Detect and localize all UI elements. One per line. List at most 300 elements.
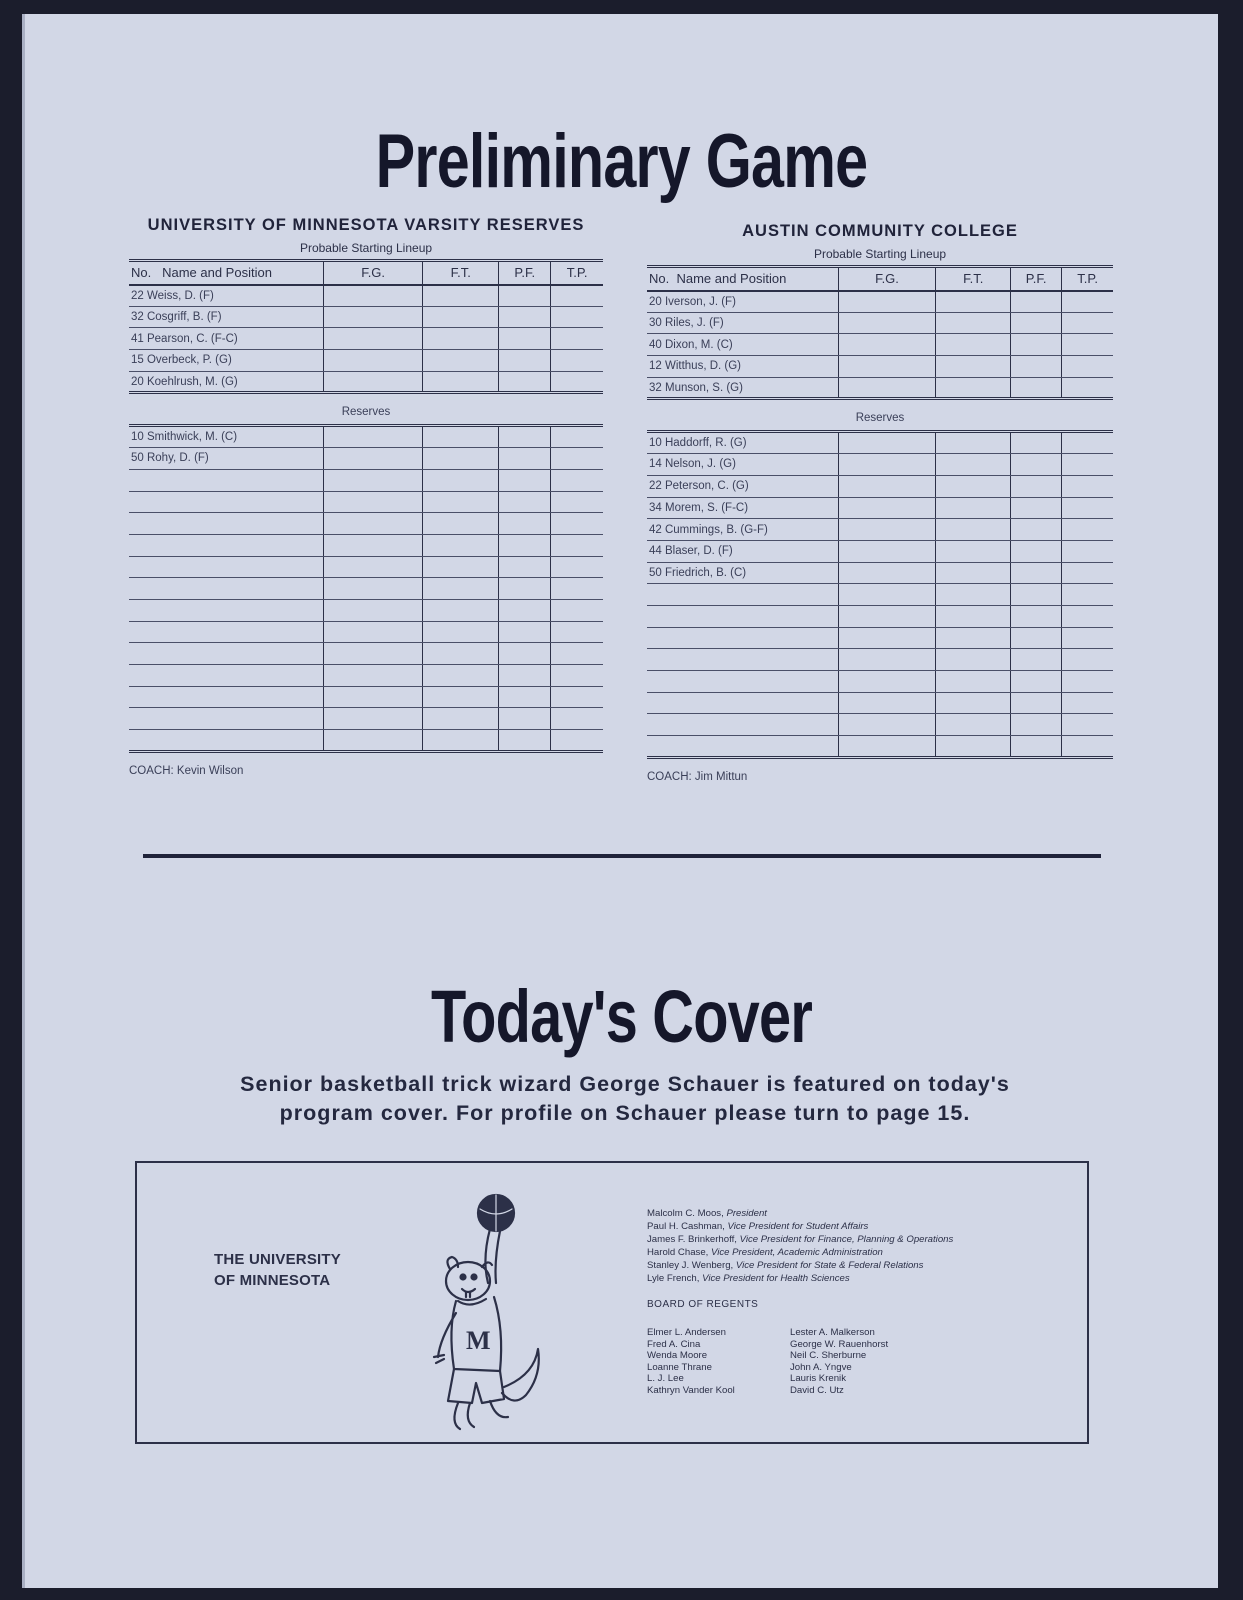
player-name: 20 Koehlrush, M. (G) [129,371,323,393]
stat-cell-ft [423,426,499,448]
player-name: 32 Munson, S. (G) [647,377,838,399]
stat-cell-fg [838,692,936,714]
player-name [647,627,838,649]
officer-name: Lyle French, [647,1273,700,1284]
table-row [647,584,1113,606]
table-row [647,692,1113,714]
officer-entry [647,1259,953,1272]
stat-cell-tp [551,513,603,535]
stat-cell-ft [423,350,499,372]
stat-cell-ft [423,534,499,556]
officer-name: Paul H. Cashman, [647,1221,725,1232]
stat-cell-fg [323,469,423,491]
stat-cell-pf [1010,540,1061,562]
stat-cell-fg [323,686,423,708]
stat-cell-ft [423,730,499,752]
table-row [129,285,603,307]
stat-cell-pf [499,371,551,393]
stat-cell-fg [323,328,423,350]
officer-name: Stanley J. Wenberg, [647,1260,734,1271]
away-lineup-subtitle: Probable Starting Lineup [813,247,947,261]
player-name [129,665,323,687]
officer-role: Vice President for Finance, Planning & Operations [739,1234,954,1245]
table-row [647,334,1113,356]
stat-cell-fg [838,356,936,378]
stat-cell-ft [936,497,1011,519]
player-name: 10 Smithwick, M. (C) [129,426,323,448]
stat-cell-tp [1062,291,1113,313]
player-name: 10 Haddorff, R. (G) [647,432,838,454]
player-name [129,686,323,708]
officer-entry [647,1233,953,1246]
table-row [129,469,603,491]
officer-name: James F. Brinkerhoff, [647,1234,737,1245]
stat-cell-fg [323,448,423,470]
stat-cell-ft [423,686,499,708]
stat-cell-tp [1062,605,1113,627]
regent-name: John A. Yngve [790,1361,852,1373]
column-header-tp: T.P. [1062,267,1113,291]
table-row [647,454,1113,476]
stat-cell-pf [1010,584,1061,606]
table-row [129,534,603,556]
officer-role: Vice President for Student Affairs [727,1221,869,1232]
regent-name: Fred A. Cina [647,1338,701,1350]
stat-cell-fg [838,454,936,476]
player-name [129,621,323,643]
regent-name: Wenda Moore [647,1350,708,1362]
stat-cell-ft [936,312,1011,334]
board-of-regents-title: BOARD OF REGENTS [647,1299,759,1310]
stat-cell-ft [936,605,1011,627]
table-row [129,599,603,621]
stat-cell-fg [838,312,936,334]
player-name [129,556,323,578]
away-team-section [647,222,1113,783]
player-name: 32 Cosgriff, B. (F) [129,306,323,328]
stat-cell-tp [551,534,603,556]
stat-cell-ft [423,448,499,470]
table-row [129,306,603,328]
stat-cell-fg [323,534,423,556]
stat-cell-fg [838,540,936,562]
stat-cell-fg [323,491,423,513]
stat-cell-ft [936,584,1011,606]
stat-cell-fg [323,708,423,730]
stat-cell-tp [1062,312,1113,334]
stat-cell-tp [1062,562,1113,584]
stat-cell-ft [936,475,1011,497]
stat-cell-ft [423,665,499,687]
stat-cell-fg [323,665,423,687]
stat-cell-tp [1062,497,1113,519]
stat-cell-tp [551,371,603,393]
player-name [647,736,838,758]
stat-cell-pf [1010,692,1061,714]
university-officers [647,1207,953,1285]
stat-cell-fg [838,334,936,356]
stat-cell-pf [1010,312,1061,334]
stat-cell-fg [323,643,423,665]
stat-cell-pf [499,643,551,665]
stat-cell-fg [323,730,423,752]
table-row [129,643,603,665]
university-name [214,1249,341,1291]
table-row [647,312,1113,334]
university-name-line2: OF MINNESOTA [214,1272,331,1289]
stat-cell-fg [323,285,423,307]
stat-cell-tp [1062,334,1113,356]
stat-cell-pf [1010,627,1061,649]
player-name [129,730,323,752]
stat-cell-ft [936,377,1011,399]
stat-cell-fg [838,377,936,399]
section-divider [143,854,1101,858]
preliminary-game-heading: Preliminary Game [375,119,868,204]
stat-cell-tp [551,686,603,708]
player-name: 41 Pearson, C. (F-C) [129,328,323,350]
home-team-title: UNIVERSITY OF MINNESOTA VARSITY RESERVES [147,216,585,234]
column-header-pf: P.F. [499,261,551,285]
stat-cell-fg [838,291,936,313]
home-lineup-subtitle: Probable Starting Lineup [299,241,433,255]
stat-cell-pf [1010,334,1061,356]
table-row [129,491,603,513]
stat-cell-tp [551,556,603,578]
stat-cell-fg [838,736,936,758]
stat-cell-ft [936,432,1011,454]
stat-cell-pf [499,513,551,535]
stat-cell-fg [838,671,936,693]
stat-cell-tp [551,599,603,621]
stat-cell-tp [551,578,603,600]
regent-name: Elmer L. Andersen [647,1327,726,1338]
stat-cell-fg [323,621,423,643]
stat-cell-pf [499,730,551,752]
player-name [129,469,323,491]
officer-role: Vice President, Academic Administration [711,1247,883,1258]
column-header-ft: F.T. [423,261,499,285]
player-name: 12 Witthus, D. (G) [647,356,838,378]
stat-cell-tp [1062,714,1113,736]
away-coach: COACH: Jim Mittun [647,770,748,783]
stat-cell-tp [551,469,603,491]
stat-cell-pf [1010,377,1061,399]
stat-cell-tp [551,328,603,350]
stat-cell-ft [936,714,1011,736]
table-row [647,377,1113,399]
stat-cell-fg [838,475,936,497]
stat-cell-ft [423,556,499,578]
table-row [129,686,603,708]
stat-cell-pf [1010,714,1061,736]
officer-entry [647,1272,953,1285]
stat-cell-ft [936,627,1011,649]
table-row [129,578,603,600]
officer-entry [647,1207,953,1220]
regent-name: Lauris Krenik [790,1373,846,1385]
table-row [647,562,1113,584]
stat-cell-pf [499,306,551,328]
table-row [647,671,1113,693]
table-row [647,432,1113,454]
stat-cell-fg [323,556,423,578]
regents-column-1 [647,1327,735,1397]
stat-cell-fg [323,578,423,600]
player-name: 44 Blaser, D. (F) [647,540,838,562]
home-reserves-table [129,424,603,752]
stat-cell-tp [551,285,603,307]
regent-name: George W. Rauenhorst [790,1338,889,1350]
regent-name: Loanne Thrane [647,1361,712,1373]
stat-cell-ft [936,334,1011,356]
player-name: 42 Cummings, B. (G-F) [647,519,838,541]
player-name: 14 Nelson, J. (G) [647,454,838,476]
table-row [647,627,1113,649]
stat-cell-pf [499,534,551,556]
stat-cell-pf [499,448,551,470]
stat-cell-tp [1062,627,1113,649]
stat-cell-pf [499,469,551,491]
officer-role: Vice President for State & Federal Relations [735,1260,924,1271]
officer-entry [647,1246,953,1259]
stat-cell-ft [936,692,1011,714]
stat-cell-tp [551,708,603,730]
table-row [129,371,603,393]
regent-name: Lester A. Malkerson [790,1327,875,1338]
stat-cell-ft [423,708,499,730]
stat-cell-ft [936,736,1011,758]
player-name [129,708,323,730]
home-team-section [129,216,603,777]
stat-cell-pf [499,708,551,730]
stat-cell-ft [936,671,1011,693]
stat-cell-fg [838,497,936,519]
cover-description-line1: Senior basketball trick wizard George Schauer is featured on today's [240,1072,1010,1096]
player-name [129,513,323,535]
stat-cell-tp [551,491,603,513]
table-row [647,649,1113,671]
home-starters-table [129,259,603,394]
regents-column-2 [790,1327,888,1397]
stat-cell-pf [499,578,551,600]
player-name: 50 Friedrich, B. (C) [647,562,838,584]
table-row [129,665,603,687]
table-row [647,714,1113,736]
regent-name: Kathryn Vander Kool [647,1384,735,1396]
column-header-pf: P.F. [1010,267,1061,291]
player-name: 22 Peterson, C. (G) [647,475,838,497]
table-row [647,736,1113,758]
stat-cell-ft [936,291,1011,313]
stat-cell-ft [423,643,499,665]
gopher-mascot-icon [430,1179,560,1434]
stat-cell-fg [838,519,936,541]
stat-cell-pf [499,665,551,687]
stat-cell-ft [423,491,499,513]
stat-cell-ft [423,285,499,307]
stat-cell-pf [1010,671,1061,693]
stat-cell-ft [936,649,1011,671]
stat-cell-tp [1062,692,1113,714]
stat-cell-fg [838,627,936,649]
stat-cell-pf [1010,649,1061,671]
player-name [129,643,323,665]
stat-cell-fg [838,714,936,736]
player-name: 40 Dixon, M. (C) [647,334,838,356]
university-info-box [135,1161,1089,1444]
stat-cell-tp [1062,649,1113,671]
player-name [647,649,838,671]
table-row [129,621,603,643]
officer-name: Harold Chase, [647,1247,709,1258]
column-header-tp: T.P. [551,261,603,285]
officer-name: Malcolm C. Moos, [647,1208,724,1219]
stat-cell-fg [323,599,423,621]
player-name: 30 Riles, J. (F) [647,312,838,334]
stat-cell-tp [551,350,603,372]
player-name [129,599,323,621]
table-row [129,730,603,752]
stat-cell-fg [323,306,423,328]
player-name [129,491,323,513]
stat-cell-tp [1062,519,1113,541]
cover-description [145,1070,1105,1128]
table-row [647,356,1113,378]
stat-cell-ft [423,599,499,621]
stat-cell-pf [499,426,551,448]
table-row [647,475,1113,497]
stat-cell-tp [1062,584,1113,606]
university-name-line1: THE UNIVERSITY [214,1251,341,1268]
player-name [129,534,323,556]
stat-cell-pf [1010,497,1061,519]
column-header-ft: F.T. [936,267,1011,291]
player-name: 20 Iverson, J. (F) [647,291,838,313]
stat-cell-fg [838,432,936,454]
stat-cell-fg [838,562,936,584]
stat-cell-pf [499,328,551,350]
stat-cell-tp [1062,454,1113,476]
player-name [647,605,838,627]
stat-cell-tp [551,643,603,665]
stat-cell-fg [323,350,423,372]
stat-cell-pf [1010,432,1061,454]
stat-cell-fg [838,649,936,671]
away-team-title: AUSTIN COMMUNITY COLLEGE [742,222,1018,240]
officer-role: President [726,1208,767,1219]
stat-cell-pf [1010,291,1061,313]
table-row [129,328,603,350]
stat-cell-tp [551,730,603,752]
player-name [647,714,838,736]
officer-entry [647,1220,953,1233]
player-name [647,671,838,693]
stat-cell-tp [1062,475,1113,497]
regent-name: L. J. Lee [647,1373,684,1385]
stat-cell-pf [499,621,551,643]
table-row [129,513,603,535]
table-row [129,708,603,730]
home-coach: COACH: Kevin Wilson [129,764,244,777]
table-row [647,291,1113,313]
stat-cell-ft [936,454,1011,476]
mascot-jersey-letter: M [466,1326,491,1355]
stat-cell-ft [423,328,499,350]
todays-cover-heading: Today's Cover [430,975,813,1058]
player-name: 50 Rohy, D. (F) [129,448,323,470]
stat-cell-ft [423,306,499,328]
stat-cell-pf [499,686,551,708]
player-name: 34 Morem, S. (F-C) [647,497,838,519]
stat-cell-fg [323,371,423,393]
home-reserves-label: Reserves [341,406,391,419]
stat-cell-fg [323,513,423,535]
officer-role: Vice President for Health Sciences [702,1273,850,1284]
stat-cell-tp [551,426,603,448]
table-row [647,519,1113,541]
regent-name: David C. Utz [790,1384,844,1396]
stat-cell-ft [936,562,1011,584]
stat-cell-fg [838,605,936,627]
stat-cell-tp [1062,671,1113,693]
stat-cell-fg [323,426,423,448]
stat-cell-pf [1010,356,1061,378]
stat-cell-ft [936,356,1011,378]
stat-cell-pf [1010,519,1061,541]
table-row [129,426,603,448]
stat-cell-tp [551,448,603,470]
stat-cell-tp [1062,377,1113,399]
column-header-fg: F.G. [838,267,936,291]
stat-cell-tp [551,306,603,328]
stat-cell-tp [1062,432,1113,454]
column-header-fg: F.G. [323,261,423,285]
stat-cell-pf [499,556,551,578]
stat-cell-tp [1062,736,1113,758]
regent-name: Neil C. Sherburne [790,1350,867,1362]
stat-cell-pf [499,599,551,621]
stat-cell-ft [423,469,499,491]
table-row [647,497,1113,519]
away-reserves-label: Reserves [855,412,905,425]
table-row [129,448,603,470]
stat-cell-ft [936,540,1011,562]
stat-cell-pf [1010,562,1061,584]
away-reserves-table [647,430,1113,758]
column-header-name: No. Name and Position [129,261,323,285]
stat-cell-ft [423,578,499,600]
stat-cell-ft [936,519,1011,541]
stat-cell-ft [423,621,499,643]
stat-cell-tp [1062,540,1113,562]
stat-cell-pf [1010,475,1061,497]
stat-cell-fg [838,584,936,606]
stat-cell-tp [551,665,603,687]
player-name: 15 Overbeck, P. (G) [129,350,323,372]
column-header-name: No. Name and Position [647,267,838,291]
player-name: 22 Weiss, D. (F) [129,285,323,307]
stat-cell-ft [423,513,499,535]
table-row [647,605,1113,627]
program-page [22,14,1218,1588]
stat-cell-pf [499,350,551,372]
table-row [129,556,603,578]
player-name [647,584,838,606]
player-name [129,578,323,600]
stat-cell-tp [1062,356,1113,378]
stat-cell-pf [1010,454,1061,476]
